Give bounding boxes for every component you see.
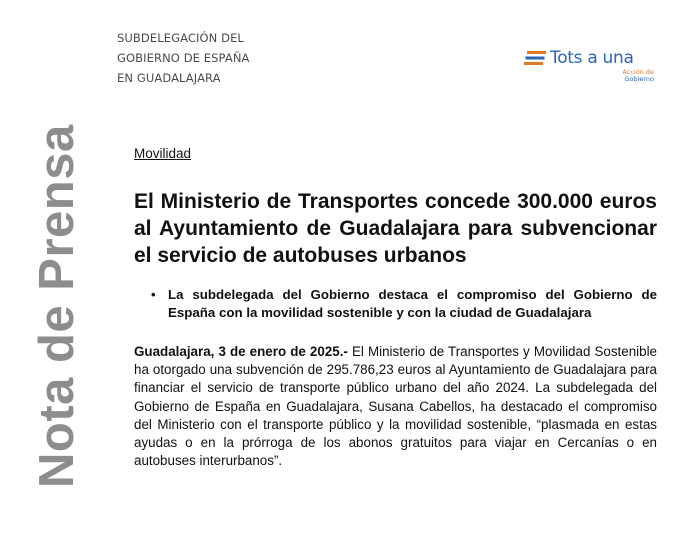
- body-paragraph: [134, 343, 657, 470]
- body-text: El Ministerio de Transportes y Movilidad Sostenible ha otorgado una subvención de 295.786,23 euros al Ayuntamiento de Guadalajara para financiar el servicio de transporte público urbano del año 2024. La subdelegada del Gobierno de España en Guadalajara, Susana Cabellos, ha destacado el compromiso del Ministerio con el transporte público y la movilidad sostenible, “plasmada en estas ayudas o en la prórroga de los abonos gratuitos para viajar en Cercanías o en autobuses interurbanos”.: [134, 344, 657, 469]
- headline: El Ministerio de Transportes concede 300.000 euros al Ayuntamiento de Guadalajara para subvencionar el servicio de autobuses urbanos: [134, 190, 657, 267]
- stripes-icon: [524, 51, 546, 65]
- highlight-item: [134, 286, 657, 322]
- press-release-label: Nota de Prensa: [30, 124, 84, 488]
- logo-sub-line: Gobierno: [624, 75, 654, 83]
- article: [134, 146, 657, 484]
- bullet-icon: •: [151, 287, 156, 302]
- dateline: Guadalajara, 3 de enero de 2025.-: [134, 344, 348, 359]
- org-line: EN GUADALAJARA: [117, 71, 221, 85]
- organization-header: [117, 28, 250, 88]
- org-line: SUBDELEGACIÓN DEL: [117, 31, 244, 45]
- tots-a-una-logo: [524, 48, 664, 88]
- highlights-list: [134, 286, 657, 322]
- logo-subtitle: [622, 69, 654, 83]
- category-tag: Movilidad: [134, 146, 192, 161]
- logo-name: Tots a una: [550, 48, 634, 68]
- logo-sub-line: Acción de: [622, 68, 654, 76]
- highlight-text: La subdelegada del Gobierno destaca el compromiso del Gobierno de España con la movilidad sostenible y con la ciudad de Guadalajara: [168, 287, 657, 320]
- org-line: GOBIERNO DE ESPAÑA: [117, 51, 250, 65]
